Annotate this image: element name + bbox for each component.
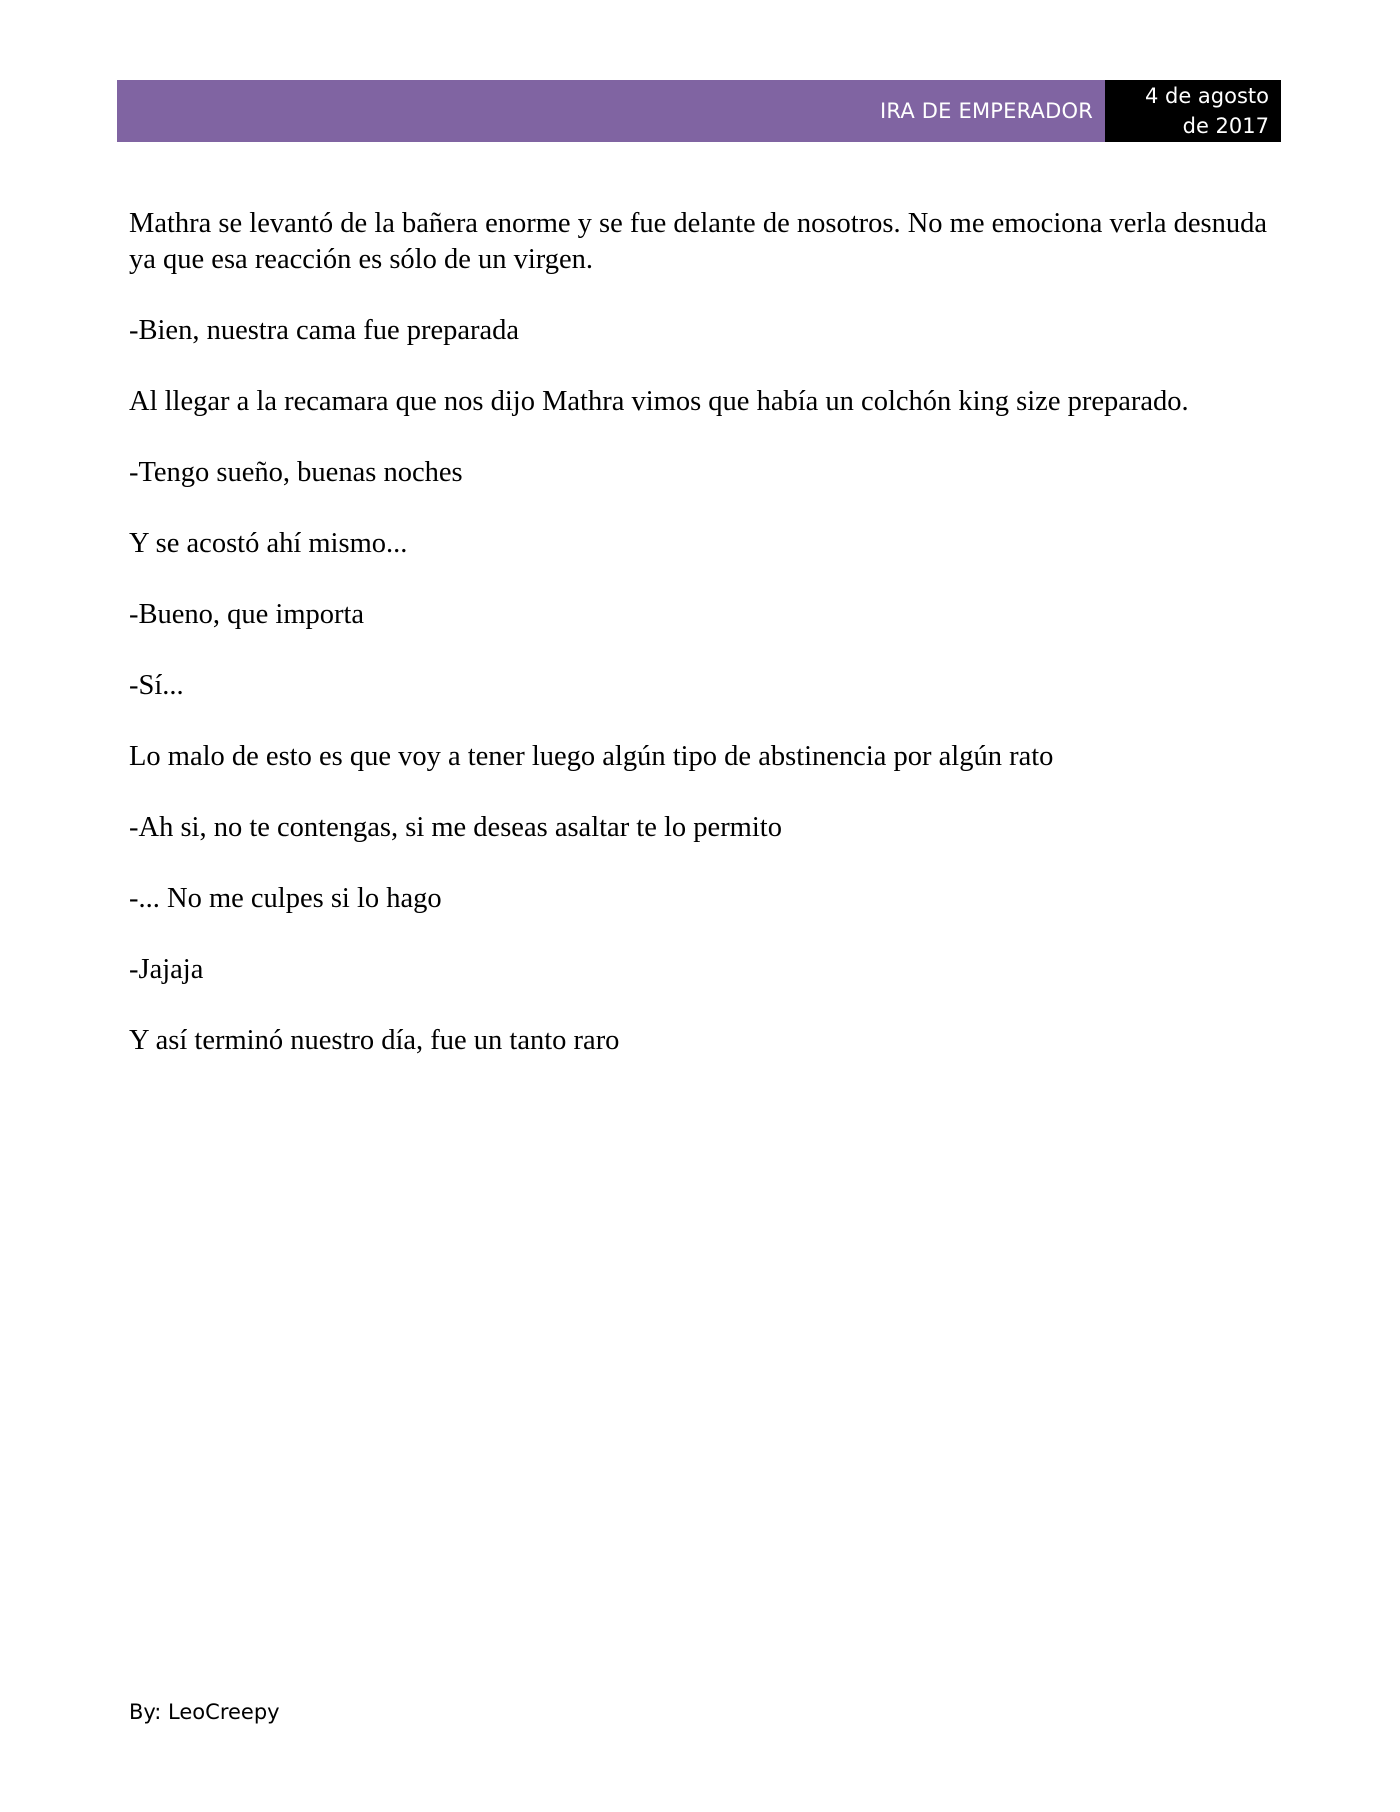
paragraph: -Ah si, no te contengas, si me deseas asaltar te lo permito xyxy=(129,811,782,843)
paragraph: Y se acostó ahí mismo... xyxy=(129,527,408,559)
paragraph: Mathra se levantó de la bañera enorme y se fue delante de nosotros. No me emociona verla desnuda ya que esa reacción es sólo de un virgen. xyxy=(129,208,1267,275)
document-body xyxy=(129,206,1279,1094)
paragraph: -Bueno, que importa xyxy=(129,598,365,630)
paragraph: -Jajaja xyxy=(129,953,204,985)
paragraph: -Sí... xyxy=(129,669,184,701)
document-title: IRA DE EMPERADOR xyxy=(879,99,1093,123)
header-bar xyxy=(117,80,1105,142)
paragraph: Lo malo de esto es que voy a tener luego algún tipo de abstinencia por algún rato xyxy=(129,740,1054,772)
paragraph: -Tengo sueño, buenas noches xyxy=(129,456,463,488)
author-credit: By: LeoCreepy xyxy=(129,1700,280,1724)
header-date: 4 de agosto de 2017 xyxy=(1105,80,1281,142)
paragraph: -Bien, nuestra cama fue preparada xyxy=(129,314,520,346)
paragraph: Y así terminó nuestro día, fue un tanto raro xyxy=(129,1024,620,1056)
paragraph: -... No me culpes si lo hago xyxy=(129,882,442,914)
paragraph: Al llegar a la recamara que nos dijo Mathra vimos que había un colchón king size preparado. xyxy=(129,385,1189,417)
